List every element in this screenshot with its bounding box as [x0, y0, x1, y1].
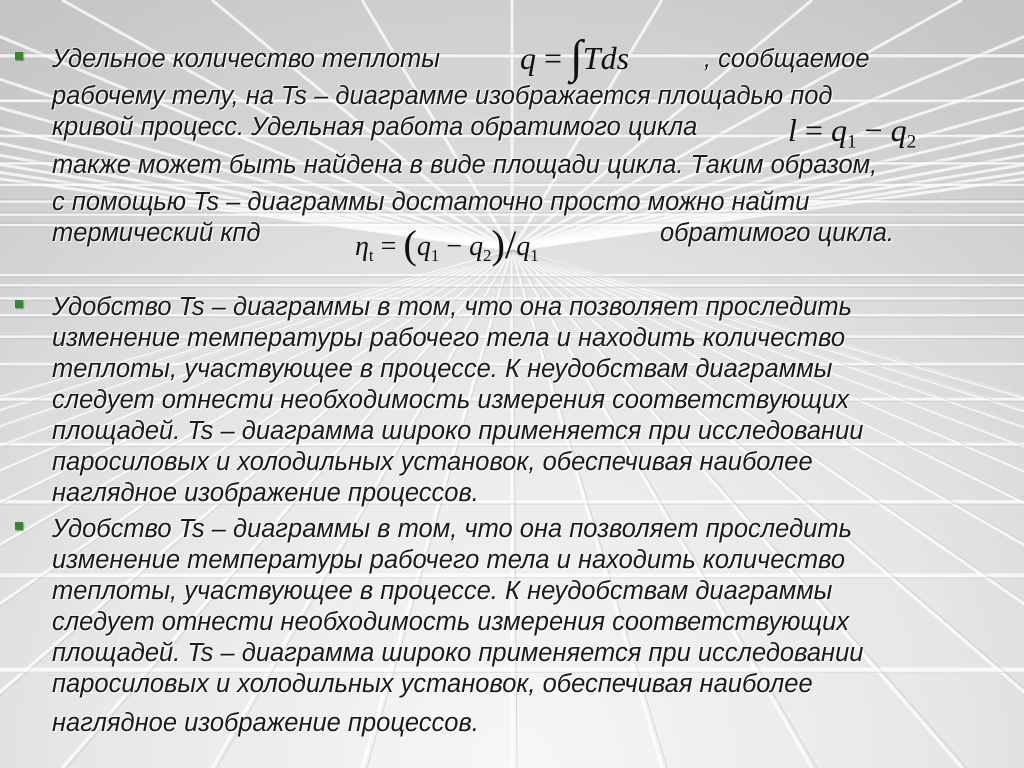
text-line: наглядное изображение процессов.	[52, 709, 479, 737]
formula-symbol: −	[446, 231, 463, 262]
formula-subscript: 1	[430, 245, 440, 265]
formula-symbol: q	[830, 112, 847, 148]
formula-symbol: l	[788, 112, 797, 148]
text-line: кривой процесс. Удельная работа обратимого цикла	[52, 113, 698, 141]
formula-symbol: =	[380, 231, 397, 262]
text-line: рабочему телу, на Ts – диаграмме изображается площадью под	[52, 82, 833, 110]
formula-subscript: 2	[483, 245, 492, 265]
text-line: паросиловых и холодильных установок, обеспечивая наиболее	[52, 448, 813, 476]
text-line: также может быть найдена в виде площади цикла. Таким образом,	[52, 151, 878, 179]
text-line: изменение температуры рабочего тела и находить количество	[52, 546, 846, 574]
text-line: наглядное изображение процессов.	[52, 479, 479, 507]
text-line: площадей. Ts – диаграмма широко применяется при исследовании	[52, 639, 864, 667]
text-line: паросиловых и холодильных установок, обеспечивая наиболее	[52, 670, 813, 698]
formula-symbol: q	[416, 231, 431, 262]
text-line: Удобство Ts – диаграммы в том, что она позволяет проследить	[52, 293, 853, 321]
text-line: площадей. Ts – диаграмма широко применяется при исследовании	[52, 417, 864, 445]
formula-slash: /	[504, 221, 517, 267]
bullet-marker	[15, 522, 23, 530]
text-line: Удобство Ts – диаграммы в том, что она позволяет проследить	[52, 515, 853, 543]
formula-work	[788, 114, 916, 152]
formula-subscript: 1	[530, 245, 539, 265]
text-line: следует отнести необходимость измерения соответствующих	[52, 386, 850, 414]
formula-subscript: 1	[846, 131, 857, 153]
text-line: следует отнести необходимость измерения соответствующих	[52, 608, 850, 636]
formula-subscript: 2	[906, 131, 917, 153]
bullet-marker	[15, 52, 23, 60]
formula-efficiency	[355, 222, 539, 265]
formula-symbol: q	[890, 112, 907, 148]
formula-symbol: −	[864, 112, 883, 148]
formula-paren: )	[491, 221, 505, 267]
formula-symbol: Tds	[582, 40, 630, 76]
text-line: теплоты, участвующее в процессе. К неудобствам диаграммы	[52, 577, 833, 605]
text-line: с помощью Ts – диаграммы достаточно просто можно найти	[52, 188, 810, 216]
text-line: изменение температуры рабочего тела и находить количество	[52, 324, 846, 352]
text-line: термический кпд	[52, 219, 261, 247]
formula-symbol: =	[544, 40, 563, 76]
formula-symbol: q	[520, 40, 536, 76]
formula-symbol: η	[355, 231, 369, 262]
text-line: , сообщаемое	[704, 45, 870, 73]
formula-symbol: q	[469, 231, 484, 262]
bullet-marker	[15, 300, 23, 308]
formula-heat	[520, 32, 630, 84]
integral-sign: ∫	[570, 32, 583, 84]
formula-symbol: q	[516, 231, 531, 262]
text-line: обратимого цикла.	[660, 219, 894, 247]
formula-subscript: t	[368, 245, 374, 265]
text-line: теплоты, участвующее в процессе. К неудобствам диаграммы	[52, 355, 833, 383]
formula-paren: (	[403, 221, 417, 267]
text-line: Удельное количество теплоты	[52, 45, 441, 73]
formula-symbol: =	[804, 112, 823, 148]
